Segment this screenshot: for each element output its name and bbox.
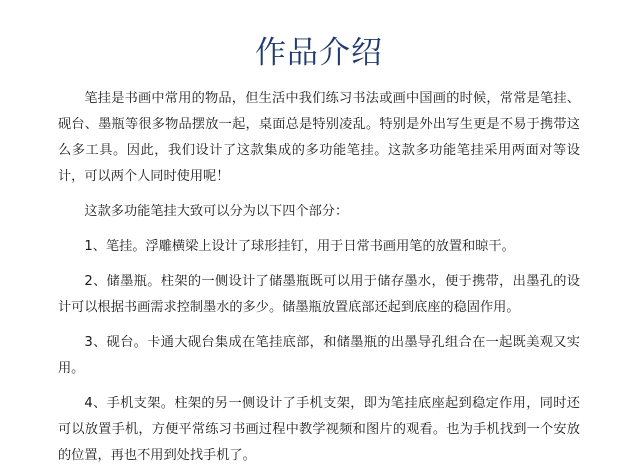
paragraph-part-ink-bottle: 2、储墨瓶。柱架的一侧设计了储墨瓶既可以用于储存墨水，便于携带，出墨孔的设计可以根据书画需求控制墨水的多少。储墨瓶放置底部还起到底座的稳固作用。 [58,274,580,315]
paragraph-part-pen-hanger: 1、笔挂。浮雕横梁上设计了球形挂钉，用于日常书画用笔的放置和晾干。 [84,239,515,254]
paragraph-parts-overview: 这款多功能笔挂大致可以分为以下四个部分： [84,204,349,219]
page-title: 作品介绍 [255,35,383,71]
paragraph-part-inkstone: 3、砚台。卡通大砚台集成在笔挂底部，和储墨瓶的出墨导孔组合在一起既美观又实用。 [58,335,580,376]
document-body [58,86,580,469]
paragraph-intro: 笔挂是书画中常用的物品，但生活中我们练习书法或画中国画的时候，常常是笔挂、砚台、墨瓶等很多物品摆放一起，桌面总是特别凌乱。特别是外出写生更是不易于携带这么多工具。因此，我们设计了这款集成的多功能笔挂。这款多功能笔挂采用两面对等设计，可以两个人同时使用呢！ [58,91,580,184]
paragraph-part-phone-stand: 4、手机支架。柱架的另一侧设计了手机支架，即为笔挂底座起到稳定作用，同时还可以放置手机，方便平常练习书画过程中教学视频和图片的观看。也为手机找到一个安放的位置，再也不用到处找手机了。 [58,396,580,463]
